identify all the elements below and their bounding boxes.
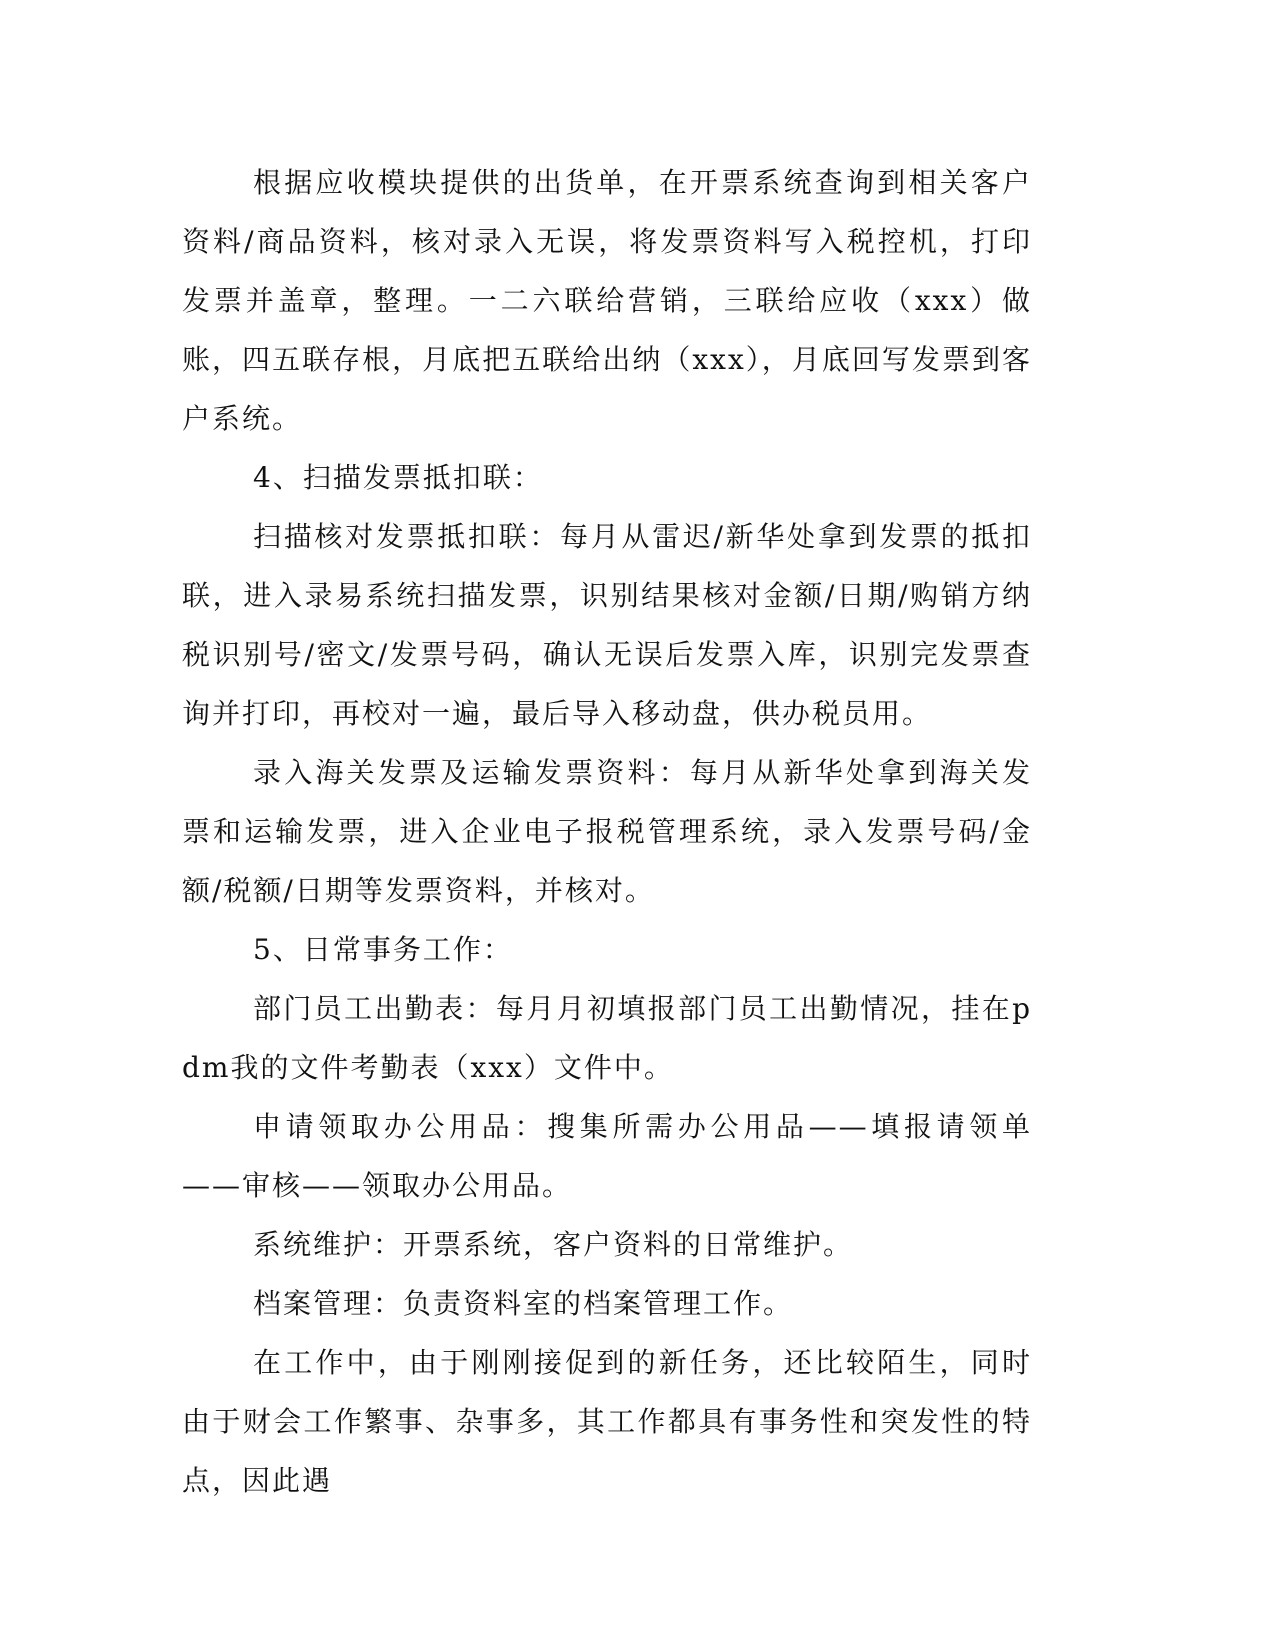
document-body (182, 153, 1032, 1510)
paragraph-customs-transport-invoices: 录入海关发票及运输发票资料：每月从新华处拿到海关发票和运输发票，进入企业电子报税管理系统，录入发票号码/金额/税额/日期等发票资料，并核对。 (182, 756, 1032, 907)
paragraph-work-reflection: 在工作中，由于刚刚接促到的新任务，还比较陌生，同时由于财会工作繁事、杂事多，其工作都具有事务性和突发性的特点，因此遇 (182, 1346, 1032, 1497)
paragraph-scan-verify-deduction: 扫描核对发票抵扣联：每月从雷迟/新华处拿到发票的抵扣联，进入录易系统扫描发票，识别结果核对金额/日期/购销方纳税识别号/密文/发票号码，确认无误后发票入库，识别完发票查询并打印，再校对一遍，最后导入移动盘，供办税员用。 (182, 520, 1032, 730)
paragraph-attendance-sheet: 部门员工出勤表：每月月初填报部门员工出勤情况，挂在pdm我的文件考勤表（xxx）文件中。 (182, 992, 1032, 1084)
heading-daily-affairs: 5、日常事务工作： (253, 933, 513, 966)
heading-scan-invoice-deduction: 4、扫描发票抵扣联： (253, 461, 543, 494)
paragraph-office-supplies: 申请领取办公用品：搜集所需办公用品——填报请领单——审核——领取办公用品。 (182, 1110, 1032, 1202)
paragraph-system-maintenance: 系统维护：开票系统，客户资料的日常维护。 (253, 1228, 854, 1261)
paragraph-archive-management: 档案管理：负责资料室的档案管理工作。 (253, 1287, 794, 1320)
paragraph-invoice-process: 根据应收模块提供的出货单，在开票系统查询到相关客户资料/商品资料，核对录入无误，将发票资料写入税控机，打印发票并盖章，整理。一二六联给营销，三联给应收（xxx）做账，四五联存根，月底把五联给出纳（xxx），月底回写发票到客户系统。 (182, 166, 1032, 435)
